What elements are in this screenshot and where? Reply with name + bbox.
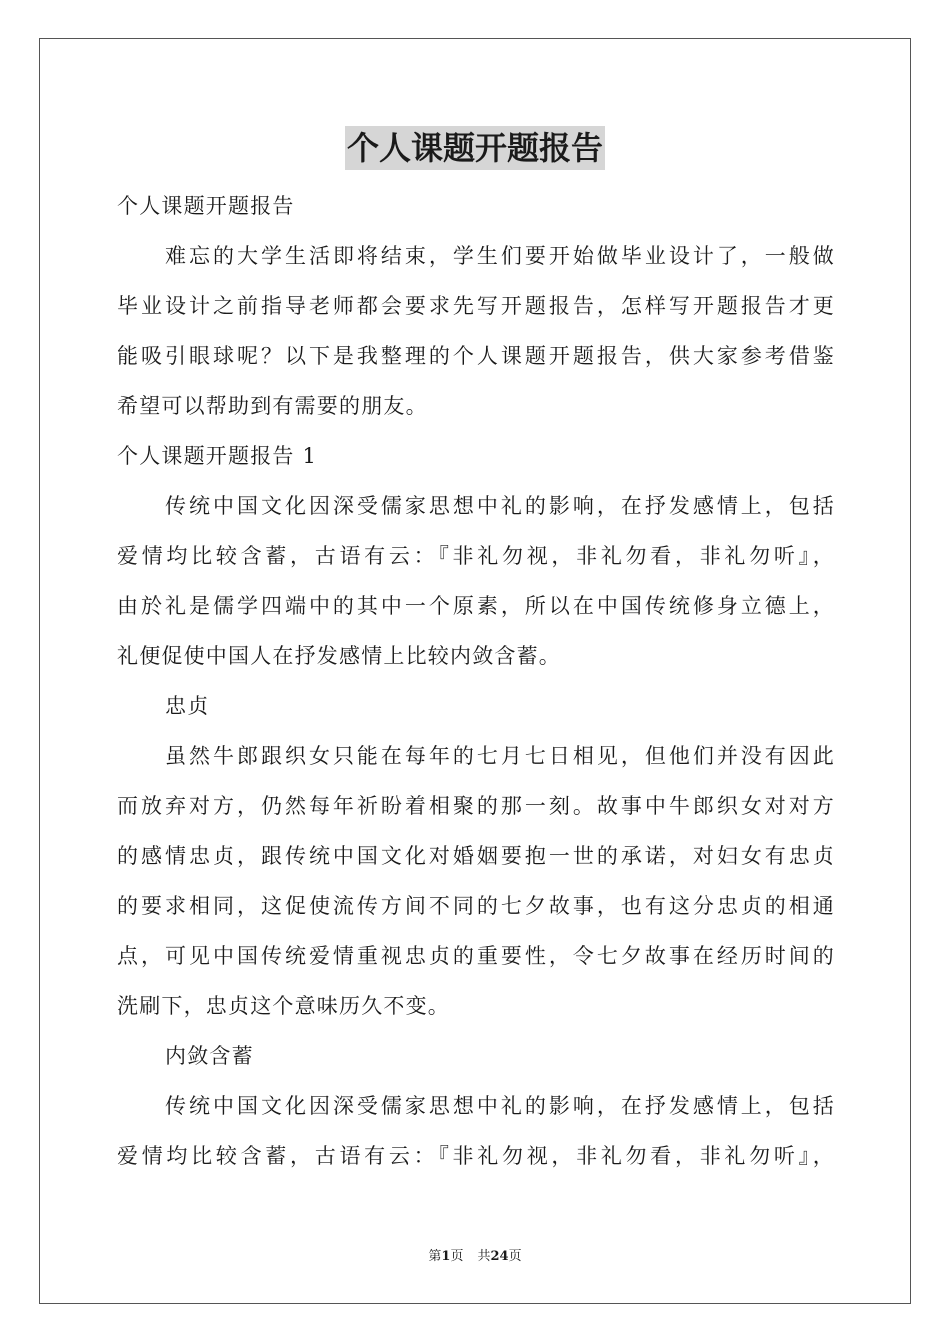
title-container [0, 126, 950, 170]
footer-total-prefix: 共 [477, 1249, 491, 1264]
text-line: 由於礼是儒学四端中的其中一个原素，所以在中国传统修身立德上， [117, 594, 835, 618]
page-footer [0, 1247, 950, 1267]
document-title: 个人课题开题报告 [345, 126, 605, 170]
text-line: 而放弃对方，仍然每年祈盼着相聚的那一刻。故事中牛郎织女对对方 [117, 794, 835, 818]
text-line: 希望可以帮助到有需要的朋友。 [117, 394, 428, 418]
text-line: 的要求相同，这促使流传方间不同的七夕故事，也有这分忠贞的相通 [117, 894, 835, 918]
footer-page-number: 1 [441, 1249, 451, 1264]
footer-total-suffix: 页 [508, 1249, 522, 1264]
text-line: 内敛含蓄 [165, 1044, 254, 1068]
text-line: 毕业设计之前指导老师都会要求先写开题报告，怎样写开题报告才更 [117, 294, 835, 318]
text-line: 难忘的大学生活即将结束，学生们要开始做毕业设计了，一般做 [165, 244, 835, 268]
text-line: 虽然牛郎跟织女只能在每年的七月七日相见，但他们并没有因此 [165, 744, 835, 768]
text-line: 传统中国文化因深受儒家思想中礼的影响，在抒发感情上，包括 [165, 1094, 835, 1118]
document-body [117, 181, 835, 1181]
text-line: 的感情忠贞，跟传统中国文化对婚姻要抱一世的承诺，对妇女有忠贞 [117, 844, 835, 868]
footer-page-suffix: 页 [450, 1249, 464, 1264]
text-line: 能吸引眼球呢？以下是我整理的个人课题开题报告，供大家参考借鉴 [117, 344, 835, 368]
text-line: 忠贞 [165, 694, 210, 718]
text-line: 礼便促使中国人在抒发感情上比较内敛含蓄。 [117, 644, 561, 668]
text-line: 个人课题开题报告 1 [117, 444, 318, 468]
text-line: 传统中国文化因深受儒家思想中礼的影响，在抒发感情上，包括 [165, 494, 835, 518]
text-line: 点，可见中国传统爱情重视忠贞的重要性，令七夕故事在经历时间的 [117, 944, 835, 968]
text-line: 爱情均比较含蓄，古语有云：『非礼勿视，非礼勿看，非礼勿听』， [117, 1144, 835, 1168]
text-line: 爱情均比较含蓄，古语有云：『非礼勿视，非礼勿看，非礼勿听』， [117, 544, 835, 568]
footer-page-prefix: 第 [428, 1249, 442, 1264]
footer-total-pages: 24 [490, 1249, 509, 1264]
text-line: 洗刷下，忠贞这个意味历久不变。 [117, 994, 450, 1018]
text-line: 个人课题开题报告 [117, 194, 295, 218]
